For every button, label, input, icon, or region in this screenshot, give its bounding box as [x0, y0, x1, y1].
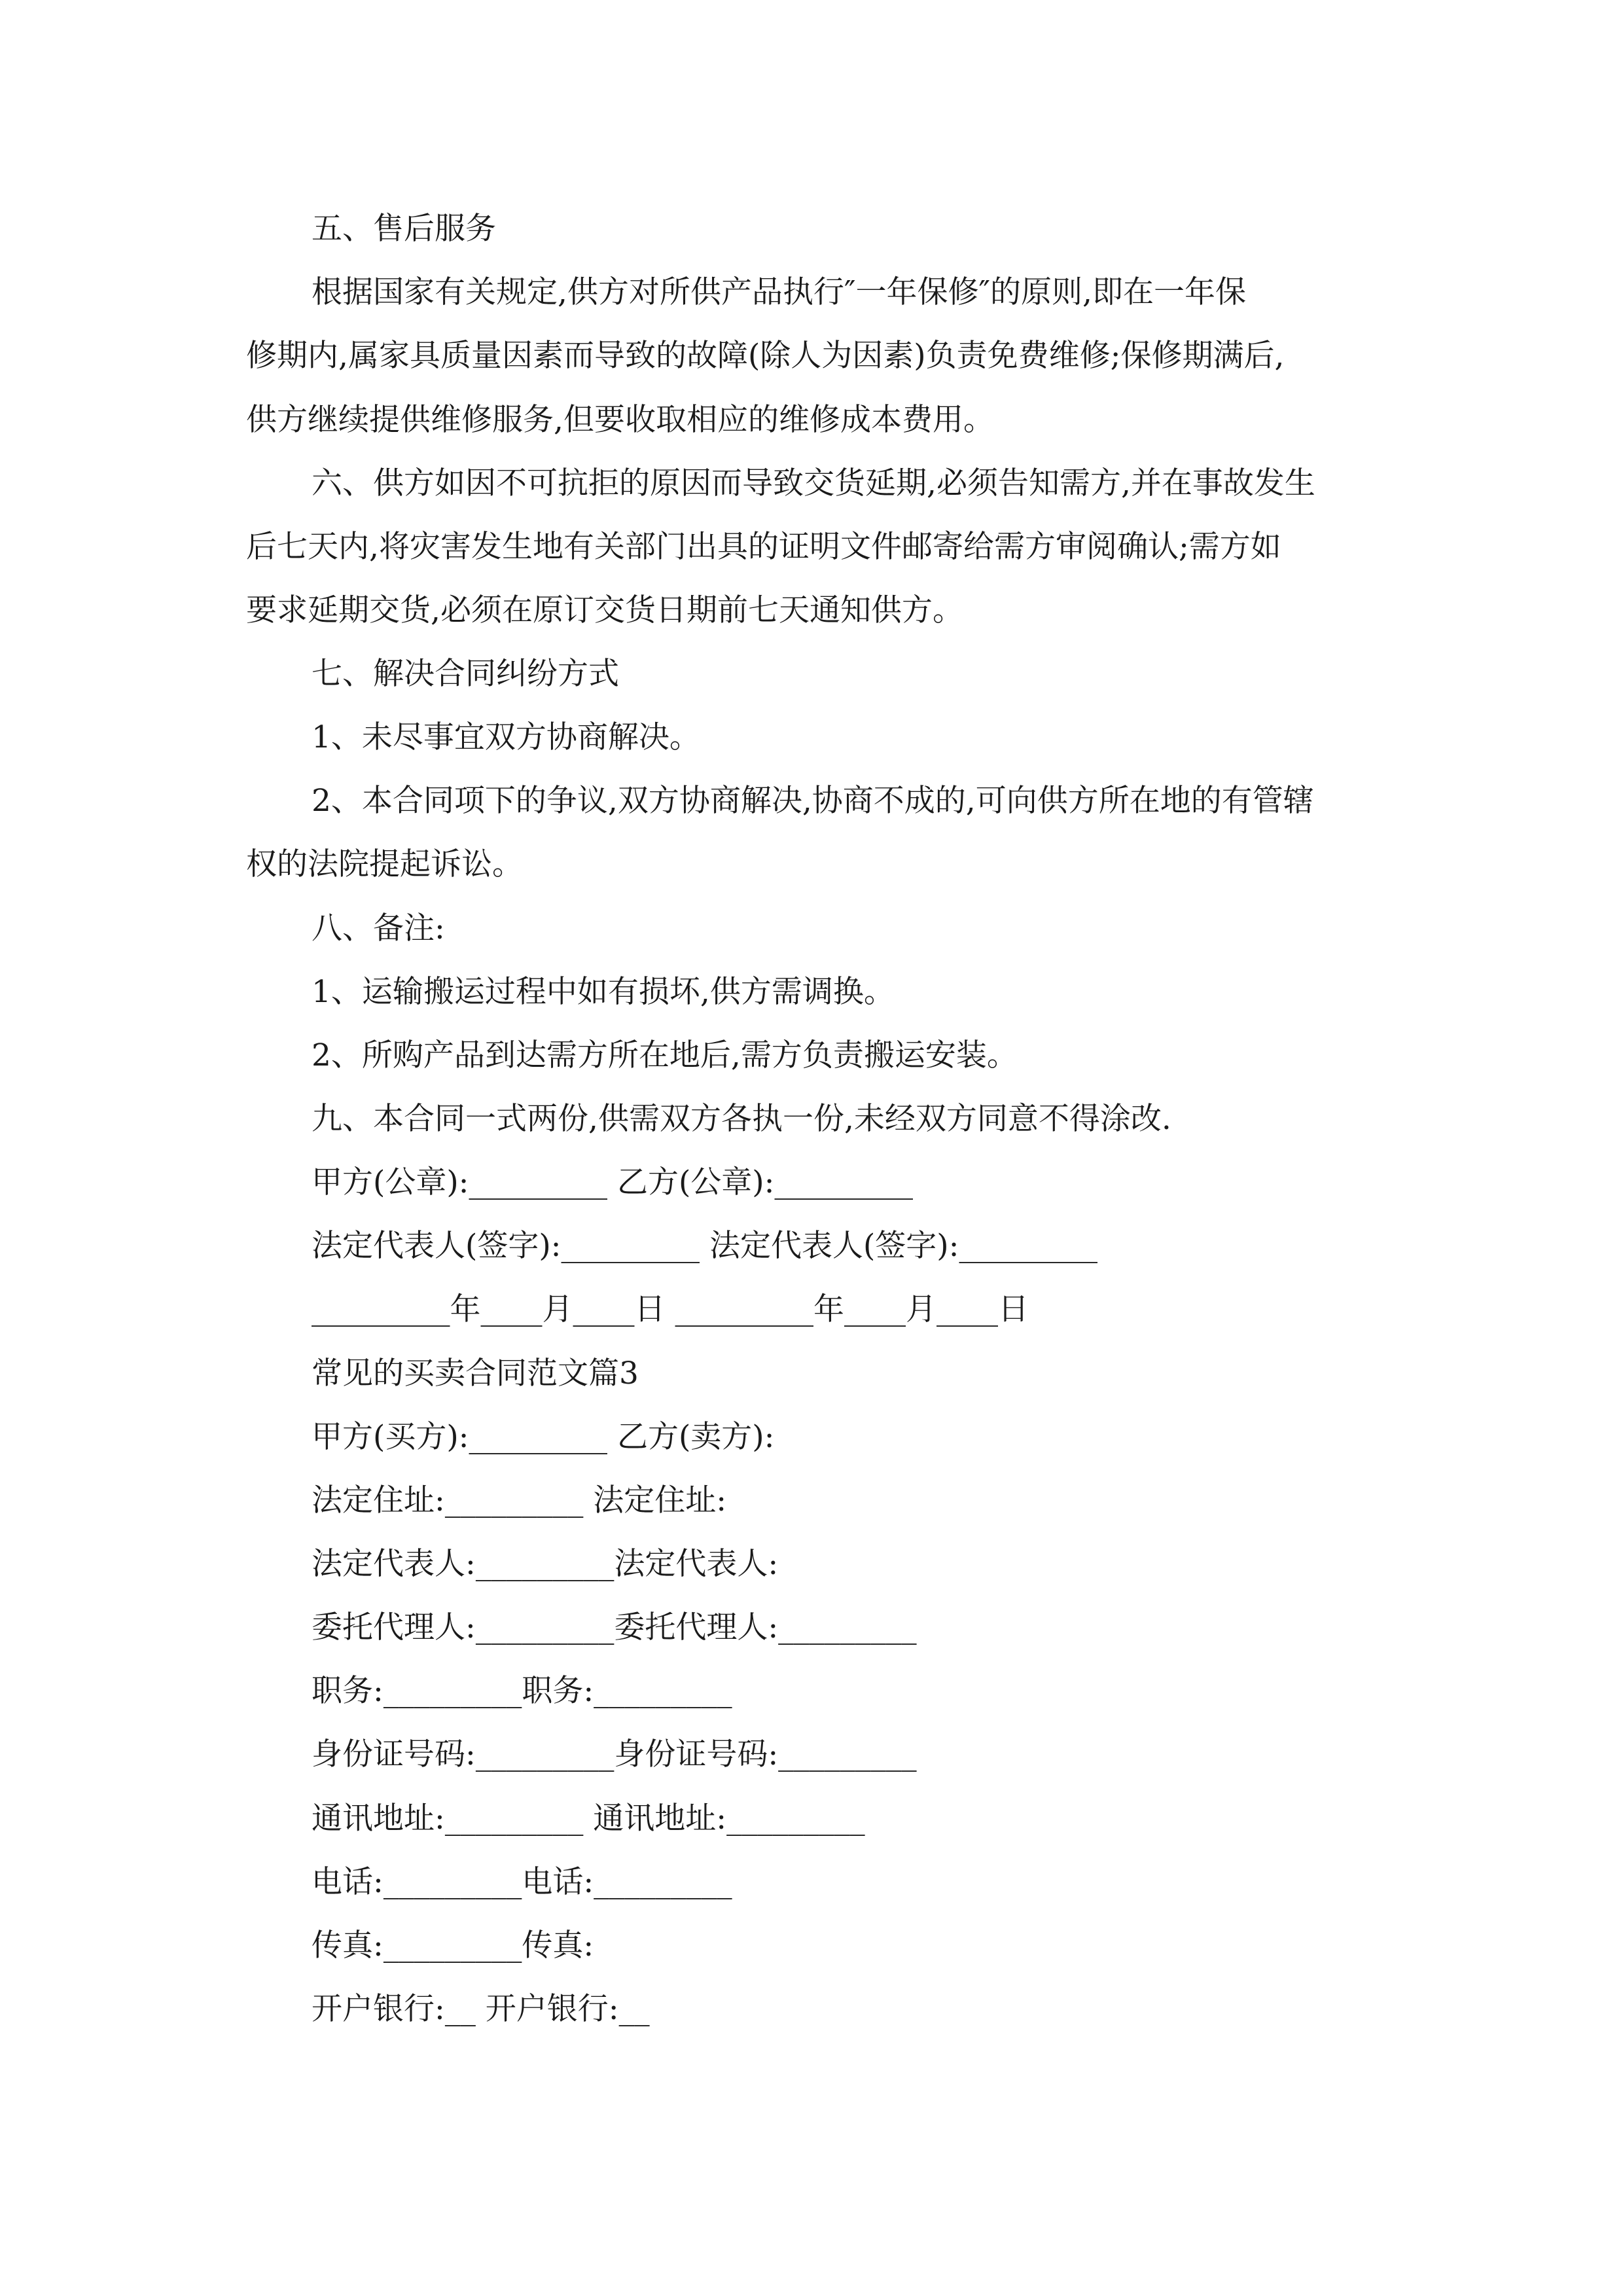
- form-line-legal-rep: 法定代表人:_________法定代表人:: [312, 1546, 779, 1582]
- paragraph-line: 根据国家有关规定,供方对所供产品执行″一年保修″的原则,即在一年保: [312, 274, 1246, 310]
- form-line-id-number: 身份证号码:_________身份证号码:_________: [312, 1736, 917, 1772]
- section-heading-after-sales: 五、售后服务: [312, 211, 496, 247]
- paragraph-line: 2、本合同项下的争议,双方协商解决,协商不成的,可向供方所在地的有管辖: [312, 783, 1314, 819]
- form-line-address: 法定住址:_________ 法定住址:: [312, 1482, 727, 1518]
- paragraph-line: 修期内,属家具质量因素而导致的故障(除人为因素)负责免费维修;保修期满后,: [246, 338, 1285, 374]
- form-line-mail-address: 通讯地址:_________ 通讯地址:_________: [312, 1801, 865, 1837]
- form-line-parties: 甲方(买方):_________ 乙方(卖方):: [312, 1419, 775, 1455]
- paragraph-line: 权的法院提起诉讼。: [246, 846, 523, 882]
- article-title: 常见的买卖合同范文篇3: [312, 1355, 639, 1391]
- form-line-date: _________年____月____日 _________年____月____日: [312, 1291, 1029, 1327]
- form-line-agent: 委托代理人:_________委托代理人:_________: [312, 1609, 917, 1645]
- form-line-signature: 法定代表人(签字):_________ 法定代表人(签字):_________: [312, 1228, 1097, 1264]
- paragraph-line: 1、运输搬运过程中如有损坏,供方需调换。: [312, 974, 895, 1010]
- form-line-bank: 开户银行:__ 开户银行:__: [312, 1991, 650, 2027]
- paragraph-line: 九、本合同一式两份,供需双方各执一份,未经双方同意不得涂改.: [312, 1101, 1171, 1137]
- paragraph-line: 六、供方如因不可抗拒的原因而导致交货延期,必须告知需方,并在事故发生: [312, 465, 1315, 501]
- paragraph-line: 供方继续提供维修服务,但要收取相应的维修成本费用。: [246, 402, 994, 438]
- form-line-position: 职务:_________职务:_________: [312, 1673, 732, 1709]
- paragraph-line: 后七天内,将灾害发生地有关部门出具的证明文件邮寄给需方审阅确认;需方如: [246, 529, 1281, 565]
- form-line-phone: 电话:_________电话:_________: [312, 1864, 732, 1900]
- section-heading-remarks: 八、备注:: [312, 910, 445, 946]
- paragraph-line: 2、所购产品到达需方所在地后,需方负责搬运安装。: [312, 1037, 1018, 1073]
- paragraph-line: 1、未尽事宜双方协商解决。: [312, 719, 700, 755]
- paragraph-line: 要求延期交货,必须在原订交货日期前七天通知供方。: [246, 592, 963, 628]
- form-line-fax: 传真:_________传真:: [312, 1928, 594, 1964]
- form-line-seal: 甲方(公章):_________ 乙方(公章):_________: [312, 1164, 913, 1200]
- section-heading-disputes: 七、解决合同纠纷方式: [312, 656, 619, 692]
